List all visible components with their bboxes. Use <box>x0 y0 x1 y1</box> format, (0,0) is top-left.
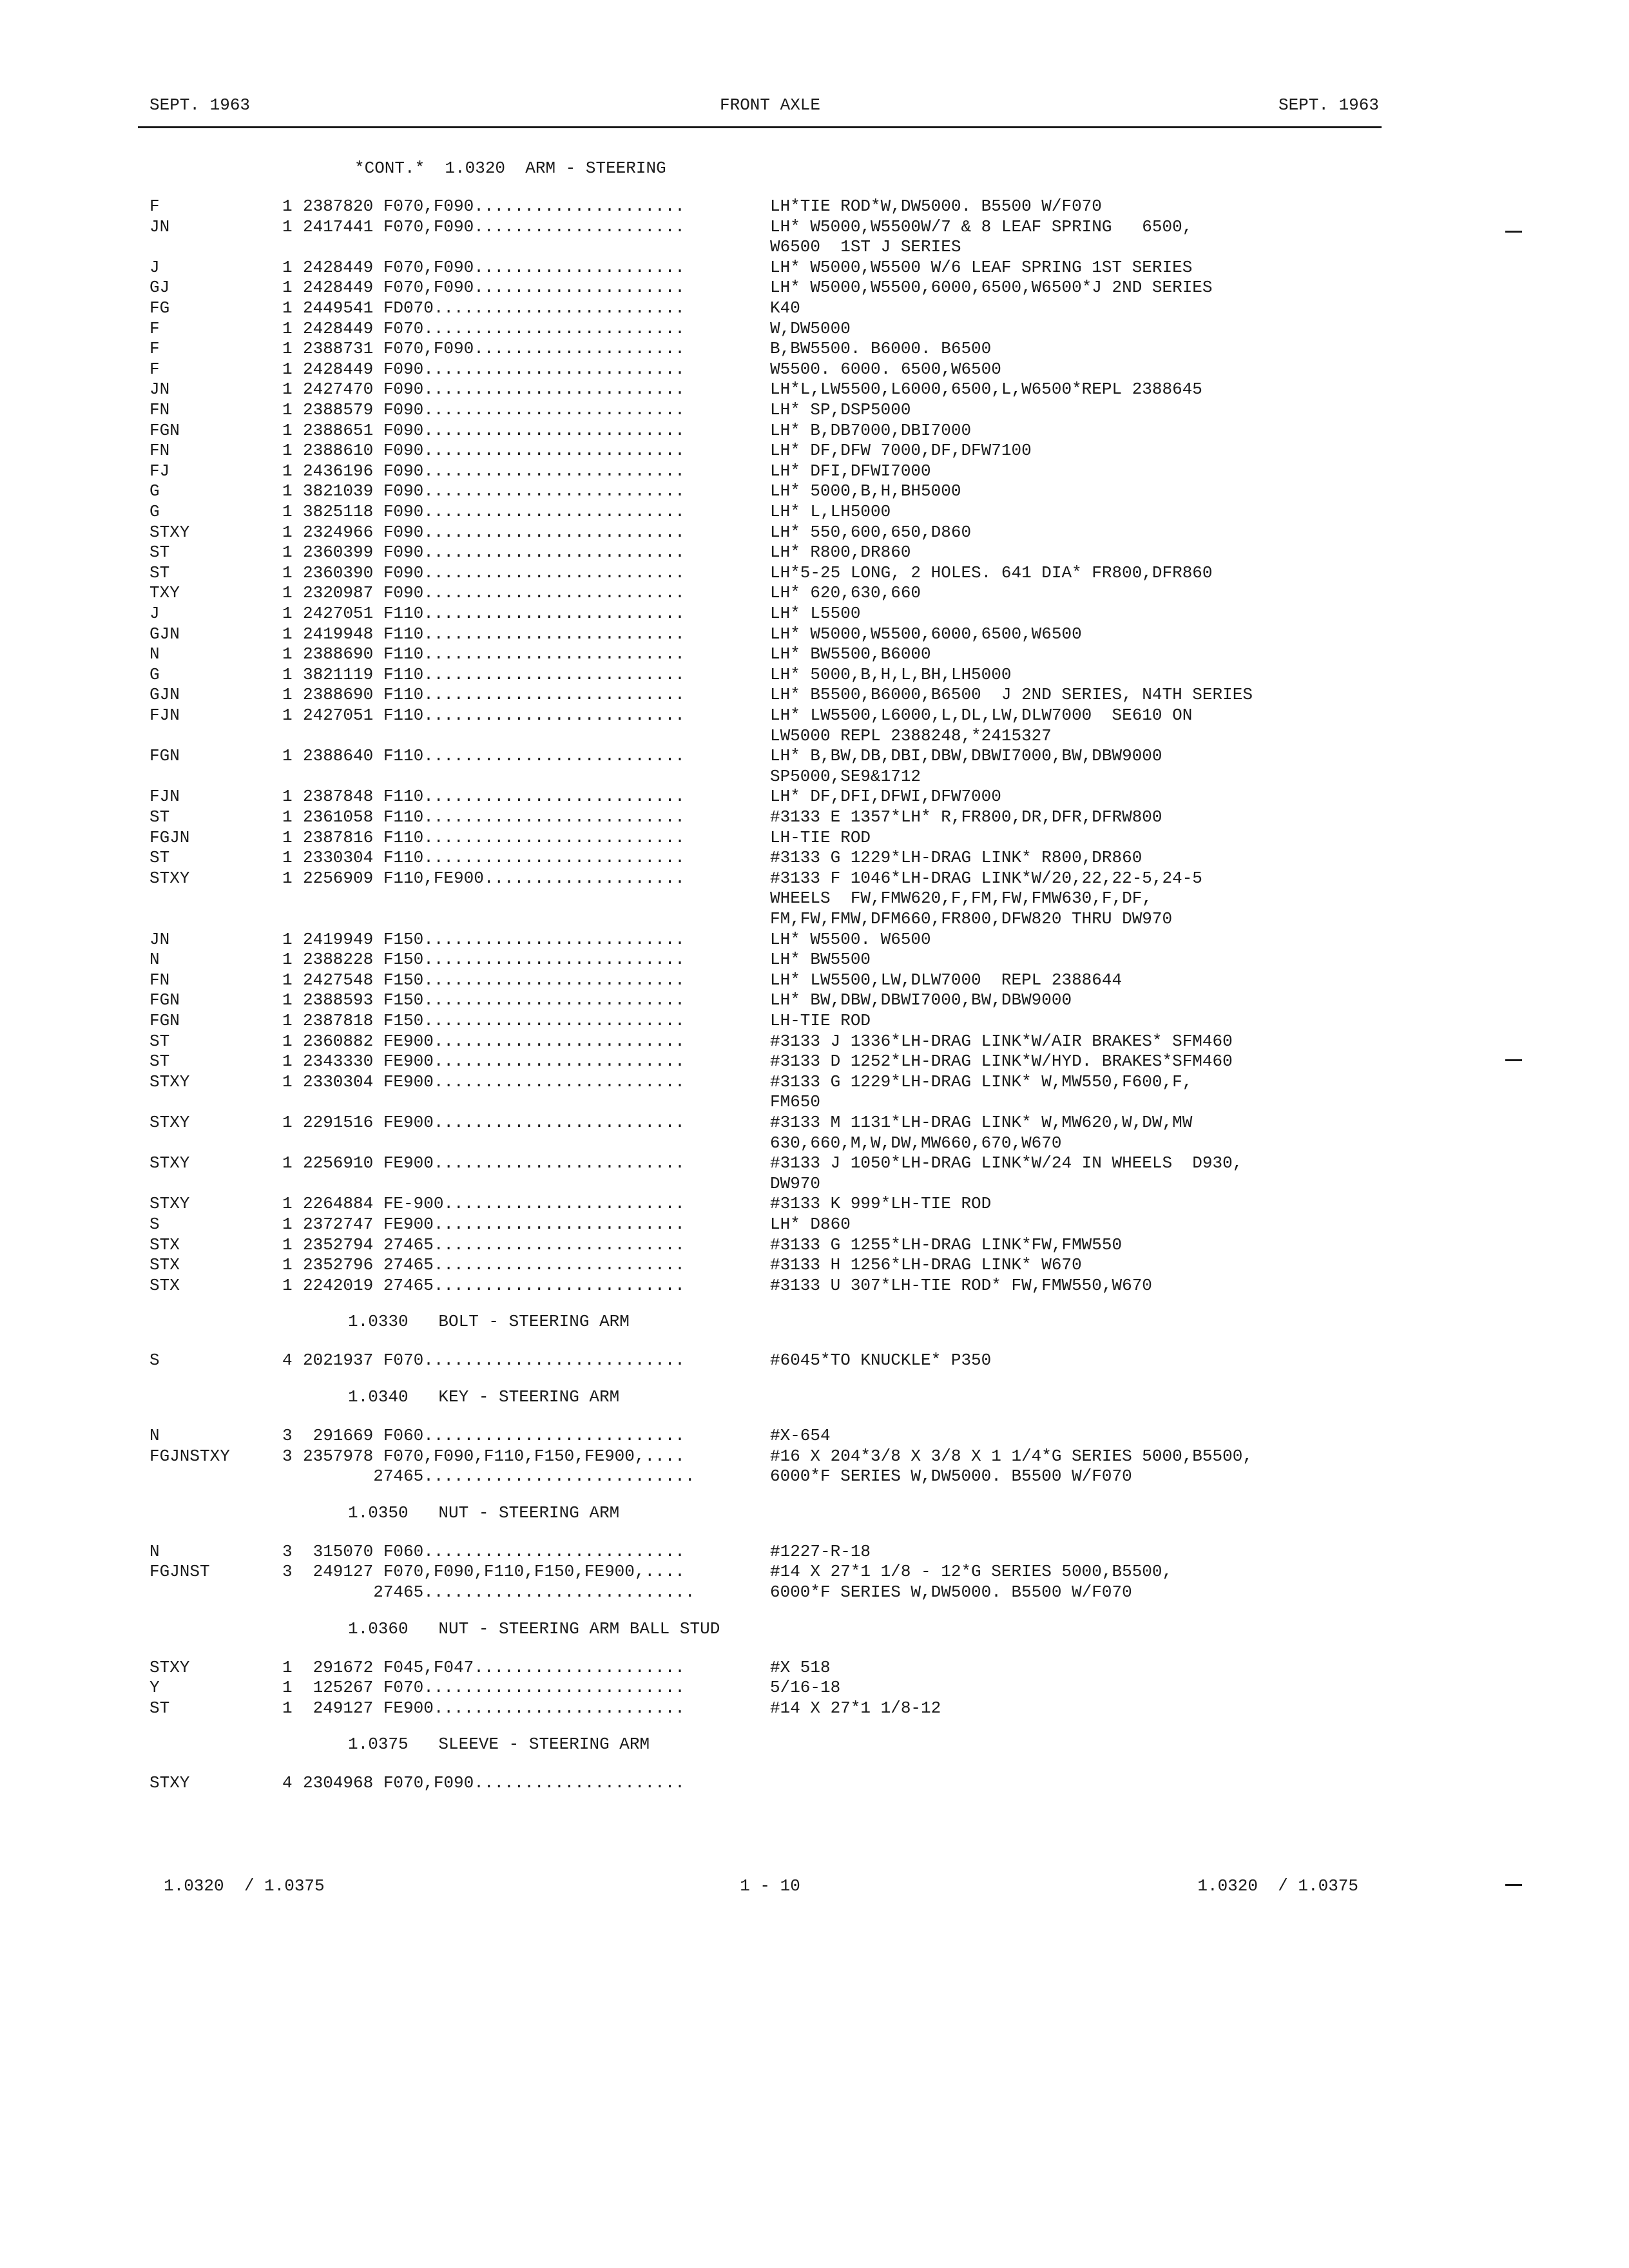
row-description: 5/16-18 <box>770 1678 841 1697</box>
row-description: LH* BW5500,B6000 <box>770 644 931 664</box>
row-description: #16 X 204*3/8 X 3/8 X 1 1/4*G SERIES 5000,B5500, <box>770 1446 1253 1466</box>
row-part-number: 2436196 F090.......................... <box>303 461 685 481</box>
row-quantity: 1 <box>282 1153 293 1173</box>
row-part-number: 2387818 F150.......................... <box>303 1011 685 1030</box>
row-part-number: 2388610 F090.......................... <box>303 441 685 460</box>
row-description: #3133 G 1229*LH-DRAG LINK* R800,DR860 <box>770 848 1142 867</box>
row-model-code: FJN <box>149 706 180 725</box>
row-part-number: 2419948 F110.......................... <box>303 624 685 644</box>
row-quantity: 1 <box>282 1113 293 1132</box>
row-description: #14 X 27*1 1/8 - 12*G SERIES 5000,B5500, <box>770 1562 1173 1581</box>
row-description-continuation: W6500 1ST J SERIES <box>770 237 961 256</box>
row-model-code: FGN <box>149 421 180 440</box>
row-model-code: FJ <box>149 461 170 481</box>
row-model-code: G <box>149 502 160 521</box>
row-part-number: 2360390 F090.......................... <box>303 563 685 582</box>
row-quantity: 3 <box>282 1446 293 1466</box>
row-part-number: 2388228 F150.......................... <box>303 950 685 969</box>
row-part-number: 291669 F060.......................... <box>303 1426 685 1445</box>
row-quantity: 1 <box>282 400 293 419</box>
row-part-continuation: 27465........................... <box>303 1466 695 1486</box>
row-part-number: 2264884 FE-900........................ <box>303 1194 685 1213</box>
row-description: LH* L,LH5000 <box>770 502 891 521</box>
row-quantity: 4 <box>282 1773 293 1792</box>
row-model-code: N <box>149 950 160 969</box>
row-description: LH* 5000,B,H,L,BH,LH5000 <box>770 665 1012 684</box>
row-description: LH* R800,DR860 <box>770 543 911 562</box>
row-description: #1227-R-18 <box>770 1542 871 1561</box>
row-part-number: 249127 FE900......................... <box>303 1698 685 1718</box>
row-part-number: 2304968 F070,F090..................... <box>303 1773 685 1792</box>
row-description-continuation: LW5000 REPL 2388248,*2415327 <box>770 726 1052 745</box>
row-description: #3133 K 999*LH-TIE ROD <box>770 1194 992 1213</box>
row-part-number: 2388651 F090.......................... <box>303 421 685 440</box>
row-part-number: 2372747 FE900......................... <box>303 1215 685 1234</box>
row-description: K40 <box>770 298 800 318</box>
row-model-code: F <box>149 319 160 338</box>
row-part-number: 2021937 F070.......................... <box>303 1350 685 1370</box>
row-quantity: 1 <box>282 665 293 684</box>
row-model-code: ST <box>149 807 170 827</box>
section-title: 1.0340 KEY - STEERING ARM <box>348 1387 620 1407</box>
row-model-code: STXY <box>149 869 190 888</box>
row-model-code: ST <box>149 543 170 562</box>
row-part-number: 2449541 FD070......................... <box>303 298 685 318</box>
row-model-code: JN <box>149 217 170 236</box>
row-model-code: F <box>149 197 160 216</box>
row-model-code: FN <box>149 400 170 419</box>
row-description: LH* W5000,W5500,6000,6500,W6500*J 2ND SERIES <box>770 278 1213 297</box>
row-model-code: STXY <box>149 523 190 542</box>
row-quantity: 1 <box>282 807 293 827</box>
row-model-code: STXY <box>149 1194 190 1213</box>
row-description: LH*5-25 LONG, 2 HOLES. 641 DIA* FR800,DFR860 <box>770 563 1213 582</box>
row-model-code: N <box>149 644 160 664</box>
row-quantity: 1 <box>282 1276 293 1295</box>
row-quantity: 1 <box>282 298 293 318</box>
row-part-continuation: 27465........................... <box>303 1582 695 1602</box>
row-model-code: FGN <box>149 1011 180 1030</box>
section-title: 1.0375 SLEEVE - STEERING ARM <box>348 1735 650 1754</box>
row-quantity: 4 <box>282 1350 293 1370</box>
row-description: #3133 U 307*LH-TIE ROD* FW,FMW550,W670 <box>770 1276 1152 1295</box>
row-part-number: 315070 F060.......................... <box>303 1542 685 1561</box>
row-quantity: 1 <box>282 1011 293 1030</box>
row-description: #X 518 <box>770 1658 831 1677</box>
row-description: LH*L,LW5500,L6000,6500,L,W6500*REPL 2388645 <box>770 380 1202 399</box>
row-quantity: 1 <box>282 481 293 501</box>
row-description: LH-TIE ROD <box>770 828 871 847</box>
row-description: W,DW5000 <box>770 319 851 338</box>
row-description: #3133 M 1131*LH-DRAG LINK* W,MW620,W,DW,MW <box>770 1113 1193 1132</box>
row-model-code: ST <box>149 1698 170 1718</box>
row-quantity: 1 <box>282 339 293 358</box>
row-part-number: 125267 F070.......................... <box>303 1678 685 1697</box>
row-description: W5500. 6000. 6500,W6500 <box>770 360 1001 379</box>
row-model-code: ST <box>149 563 170 582</box>
row-model-code: ST <box>149 1052 170 1071</box>
header-rule <box>138 126 1382 128</box>
row-part-number: 2387848 F110.......................... <box>303 787 685 806</box>
row-quantity: 1 <box>282 1658 293 1677</box>
section-title: 1.0330 BOLT - STEERING ARM <box>348 1312 630 1331</box>
row-description: #3133 E 1357*LH* R,FR800,DR,DFR,DFRW800 <box>770 807 1162 827</box>
row-description: LH-TIE ROD <box>770 1011 871 1030</box>
row-description: LH*TIE ROD*W,DW5000. B5500 W/F070 <box>770 197 1102 216</box>
row-model-code: FGJNST <box>149 1562 210 1581</box>
row-quantity: 1 <box>282 990 293 1010</box>
row-part-number: 2361058 F110.......................... <box>303 807 685 827</box>
row-description: LH* W5000,W5500,6000,6500,W6500 <box>770 624 1082 644</box>
row-model-code: F <box>149 360 160 379</box>
row-part-number: 2428449 F070,F090..................... <box>303 258 685 277</box>
row-model-code: FN <box>149 970 170 990</box>
row-model-code: F <box>149 339 160 358</box>
row-description: LH* LW5500,L6000,L,DL,LW,DLW7000 SE610 ON <box>770 706 1193 725</box>
row-quantity: 1 <box>282 828 293 847</box>
row-quantity: 1 <box>282 706 293 725</box>
row-description: LH* 620,630,660 <box>770 583 921 602</box>
section-title: *CONT.* 1.0320 ARM - STEERING <box>354 159 666 178</box>
row-description: #3133 J 1336*LH-DRAG LINK*W/AIR BRAKES* SFM460 <box>770 1032 1233 1051</box>
row-part-number: 2320987 F090.......................... <box>303 583 685 602</box>
row-description: #3133 D 1252*LH-DRAG LINK*W/HYD. BRAKES*SFM460 <box>770 1052 1233 1071</box>
row-description: #14 X 27*1 1/8-12 <box>770 1698 941 1718</box>
section-title: 1.0360 NUT - STEERING ARM BALL STUD <box>348 1619 720 1639</box>
footer-range-right: 1.0320 / 1.0375 <box>1197 1876 1358 1896</box>
header-date-left: SEPT. 1963 <box>149 95 251 115</box>
row-model-code: ST <box>149 1032 170 1051</box>
row-description-continuation: 6000*F SERIES W,DW5000. B5500 W/F070 <box>770 1582 1132 1602</box>
row-quantity: 1 <box>282 848 293 867</box>
row-part-number: 2360882 FE900......................... <box>303 1032 685 1051</box>
row-description: #3133 G 1255*LH-DRAG LINK*FW,FMW550 <box>770 1235 1123 1254</box>
row-description: LH* LW5500,LW,DLW7000 REPL 2388644 <box>770 970 1123 990</box>
margin-mark <box>1505 1059 1522 1061</box>
header-title: FRONT AXLE <box>719 95 821 115</box>
row-part-number: 2324966 F090.......................... <box>303 523 685 542</box>
row-quantity: 1 <box>282 604 293 623</box>
row-description: LH* B,BW,DB,DBI,DBW,DBWI7000,BW,DBW9000 <box>770 746 1162 765</box>
row-description-continuation: 630,660,M,W,DW,MW660,670,W670 <box>770 1133 1062 1153</box>
row-quantity: 1 <box>282 217 293 236</box>
row-model-code: FJN <box>149 787 180 806</box>
row-quantity: 1 <box>282 543 293 562</box>
row-part-number: 2388593 F150.......................... <box>303 990 685 1010</box>
row-description: LH* 550,600,650,D860 <box>770 523 972 542</box>
row-part-number: 2330304 FE900......................... <box>303 1072 685 1091</box>
row-model-code: G <box>149 481 160 501</box>
row-model-code: FGJNSTXY <box>149 1446 230 1466</box>
row-description-continuation: 6000*F SERIES W,DW5000. B5500 W/F070 <box>770 1466 1132 1486</box>
row-model-code: STXY <box>149 1072 190 1091</box>
row-quantity: 3 <box>282 1426 293 1445</box>
row-description: B,BW5500. B6000. B6500 <box>770 339 992 358</box>
row-model-code: JN <box>149 380 170 399</box>
row-part-number: 2419949 F150.......................... <box>303 930 685 949</box>
row-quantity: 1 <box>282 1678 293 1697</box>
row-description: LH* L5500 <box>770 604 861 623</box>
row-model-code: J <box>149 604 160 623</box>
row-part-number: 291672 F045,F047..................... <box>303 1658 685 1677</box>
row-description-continuation: SP5000,SE9&1712 <box>770 767 921 786</box>
row-quantity: 1 <box>282 360 293 379</box>
row-part-number: 2256910 FE900......................... <box>303 1153 685 1173</box>
row-description: LH* B5500,B6000,B6500 J 2ND SERIES, N4TH SERIES <box>770 685 1253 704</box>
row-part-number: 2388640 F110.......................... <box>303 746 685 765</box>
row-description: #3133 J 1050*LH-DRAG LINK*W/24 IN WHEELS D930, <box>770 1153 1243 1173</box>
row-part-number: 2330304 F110.......................... <box>303 848 685 867</box>
row-model-code: N <box>149 1426 160 1445</box>
row-part-number: 2388690 F110.......................... <box>303 685 685 704</box>
row-quantity: 1 <box>282 523 293 542</box>
row-model-code: GJN <box>149 624 180 644</box>
row-part-number: 3821119 F110.......................... <box>303 665 685 684</box>
row-description: LH* W5000,W5500 W/6 LEAF SPRING 1ST SERIES <box>770 258 1193 277</box>
row-model-code: Y <box>149 1678 160 1697</box>
row-description: LH* DF,DFW 7000,DF,DFW7100 <box>770 441 1032 460</box>
row-part-number: 249127 F070,F090,F110,F150,FE900,.... <box>303 1562 685 1581</box>
row-description-continuation: WHEELS FW,FMW620,F,FM,FW,FMW630,F,DF, <box>770 889 1152 908</box>
row-quantity: 1 <box>282 583 293 602</box>
row-quantity: 1 <box>282 258 293 277</box>
row-description-continuation: DW970 <box>770 1174 821 1193</box>
row-description: LH* DF,DFI,DFWI,DFW7000 <box>770 787 1001 806</box>
row-model-code: GJ <box>149 278 170 297</box>
margin-mark <box>1505 231 1522 233</box>
row-quantity: 1 <box>282 1052 293 1071</box>
row-part-number: 2343330 FE900......................... <box>303 1052 685 1071</box>
row-part-number: 3821039 F090.......................... <box>303 481 685 501</box>
row-model-code: G <box>149 665 160 684</box>
row-model-code: GJN <box>149 685 180 704</box>
row-model-code: FGN <box>149 746 180 765</box>
row-quantity: 1 <box>282 1032 293 1051</box>
row-part-number: 2242019 27465......................... <box>303 1276 685 1295</box>
row-description: #3133 F 1046*LH-DRAG LINK*W/20,22,22-5,24-5 <box>770 869 1202 888</box>
header-date-right: SEPT. 1963 <box>1278 95 1379 115</box>
row-description: #X-654 <box>770 1426 831 1445</box>
row-part-number: 2352794 27465......................... <box>303 1235 685 1254</box>
row-model-code: STX <box>149 1255 180 1274</box>
row-model-code: J <box>149 258 160 277</box>
row-part-number: 2388731 F070,F090..................... <box>303 339 685 358</box>
row-description: #6045*TO KNUCKLE* P350 <box>770 1350 992 1370</box>
row-quantity: 1 <box>282 563 293 582</box>
row-part-number: 3825118 F090.......................... <box>303 502 685 521</box>
row-quantity: 1 <box>282 197 293 216</box>
row-quantity: 1 <box>282 869 293 888</box>
row-part-number: 2388579 F090.......................... <box>303 400 685 419</box>
row-quantity: 1 <box>282 970 293 990</box>
row-description: LH* B,DB7000,DBI7000 <box>770 421 972 440</box>
row-model-code: FN <box>149 441 170 460</box>
row-quantity: 1 <box>282 1255 293 1274</box>
row-part-number: 2352796 27465......................... <box>303 1255 685 1274</box>
row-description: LH* BW,DBW,DBWI7000,BW,DBW9000 <box>770 990 1072 1010</box>
row-description: LH* 5000,B,H,BH5000 <box>770 481 961 501</box>
row-quantity: 1 <box>282 461 293 481</box>
row-description: #3133 G 1229*LH-DRAG LINK* W,MW550,F600,F, <box>770 1072 1193 1091</box>
row-quantity: 1 <box>282 685 293 704</box>
row-part-number: 2256909 F110,FE900.................... <box>303 869 685 888</box>
row-quantity: 1 <box>282 1194 293 1213</box>
row-part-number: 2417441 F070,F090..................... <box>303 217 685 236</box>
row-part-number: 2360399 F090.......................... <box>303 543 685 562</box>
row-model-code: STXY <box>149 1153 190 1173</box>
row-quantity: 1 <box>282 787 293 806</box>
row-quantity: 1 <box>282 1235 293 1254</box>
row-quantity: 1 <box>282 644 293 664</box>
row-quantity: 1 <box>282 278 293 297</box>
row-description: LH* W5500. W6500 <box>770 930 931 949</box>
row-model-code: N <box>149 1542 160 1561</box>
row-quantity: 3 <box>282 1562 293 1581</box>
row-model-code: S <box>149 1215 160 1234</box>
row-model-code: FG <box>149 298 170 318</box>
row-part-number: 2427470 F090.......................... <box>303 380 685 399</box>
row-quantity: 1 <box>282 624 293 644</box>
row-quantity: 1 <box>282 746 293 765</box>
row-description: LH* DFI,DFWI7000 <box>770 461 931 481</box>
row-quantity: 1 <box>282 319 293 338</box>
row-description: LH* W5000,W5500W/7 & 8 LEAF SPRING 6500, <box>770 217 1193 236</box>
row-quantity: 1 <box>282 1698 293 1718</box>
row-model-code: JN <box>149 930 170 949</box>
row-quantity: 1 <box>282 950 293 969</box>
row-part-number: 2427051 F110.......................... <box>303 604 685 623</box>
row-part-number: 2387816 F110.......................... <box>303 828 685 847</box>
row-description: #3133 H 1256*LH-DRAG LINK* W670 <box>770 1255 1082 1274</box>
row-model-code: STX <box>149 1276 180 1295</box>
row-model-code: TXY <box>149 583 180 602</box>
row-model-code: STXY <box>149 1773 190 1792</box>
row-model-code: ST <box>149 848 170 867</box>
section-title: 1.0350 NUT - STEERING ARM <box>348 1503 620 1523</box>
row-quantity: 1 <box>282 380 293 399</box>
row-model-code: STXY <box>149 1113 190 1132</box>
row-part-number: 2427548 F150.......................... <box>303 970 685 990</box>
row-part-number: 2357978 F070,F090,F110,F150,FE900,.... <box>303 1446 685 1466</box>
row-quantity: 1 <box>282 421 293 440</box>
row-description: LH* BW5500 <box>770 950 871 969</box>
row-description-continuation: FM,FW,FMW,DFM660,FR800,DFW820 THRU DW970 <box>770 909 1173 928</box>
row-description: LH* D860 <box>770 1215 851 1234</box>
row-part-number: 2388690 F110.......................... <box>303 644 685 664</box>
row-part-number: 2427051 F110.......................... <box>303 706 685 725</box>
row-part-number: 2428449 F090.......................... <box>303 360 685 379</box>
row-part-number: 2428449 F070.......................... <box>303 319 685 338</box>
row-description-continuation: FM650 <box>770 1092 821 1111</box>
footer-range-left: 1.0320 / 1.0375 <box>164 1876 325 1896</box>
row-part-number: 2428449 F070,F090..................... <box>303 278 685 297</box>
row-model-code: FGJN <box>149 828 190 847</box>
row-model-code: FGN <box>149 990 180 1010</box>
row-quantity: 1 <box>282 502 293 521</box>
row-quantity: 1 <box>282 441 293 460</box>
row-quantity: 1 <box>282 1072 293 1091</box>
row-model-code: STXY <box>149 1658 190 1677</box>
row-model-code: S <box>149 1350 160 1370</box>
row-part-number: 2387820 F070,F090..................... <box>303 197 685 216</box>
row-part-number: 2291516 FE900......................... <box>303 1113 685 1132</box>
row-quantity: 3 <box>282 1542 293 1561</box>
row-description: LH* SP,DSP5000 <box>770 400 911 419</box>
row-quantity: 1 <box>282 930 293 949</box>
page-number: 1 - 10 <box>740 1876 800 1896</box>
row-quantity: 1 <box>282 1215 293 1234</box>
row-model-code: STX <box>149 1235 180 1254</box>
